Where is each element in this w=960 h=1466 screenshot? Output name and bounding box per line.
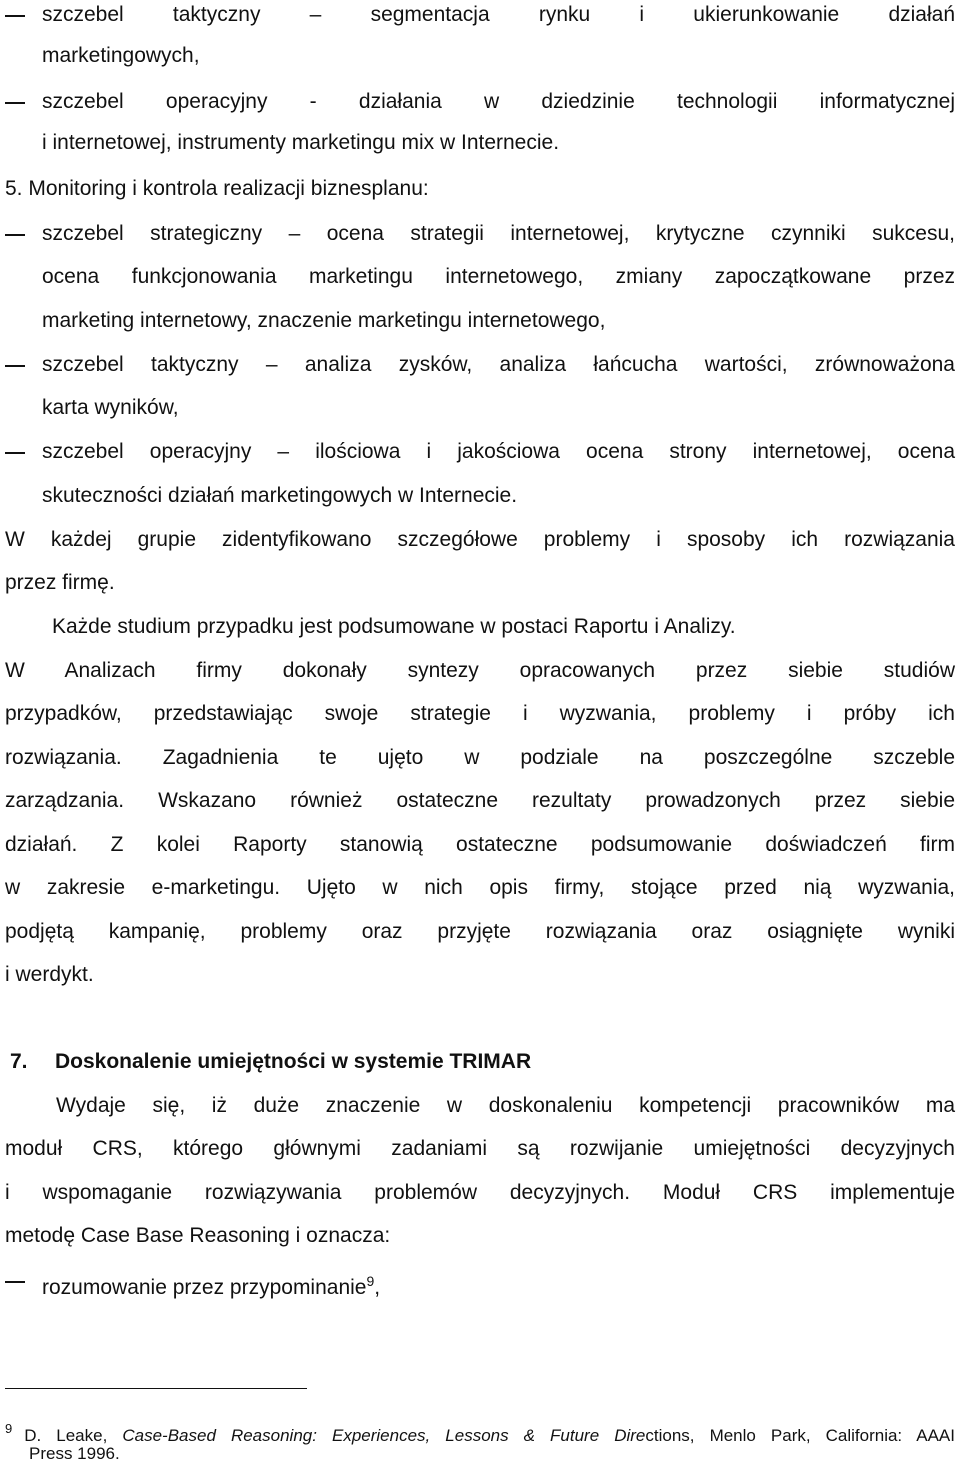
list-item-punct: , xyxy=(374,1276,381,1299)
footnote-line: Press 1996. xyxy=(29,1444,120,1463)
list-item-text: i internetowej, instrumenty marketingu mix w Internecie. xyxy=(42,131,560,154)
list-dash xyxy=(5,350,25,380)
paragraph-line: przypadków, przedstawiając swoje strategie i wyzwania, problemy i próby ich xyxy=(5,702,955,725)
list-item-text: szczebel taktyczny – analiza zysków, analiza łańcucha wartości, zrównoważona xyxy=(42,353,955,376)
footnote-title: Case-Based Reasoning: Experiences, Lessons & Future Dire xyxy=(122,1426,646,1445)
list-item-text: szczebel taktyczny – segmentacja rynku i ukierunkowanie działań xyxy=(42,3,955,26)
footnote-reference: 9 xyxy=(366,1273,375,1289)
footnote-details: ctions, Menlo Park, California: AAAI xyxy=(645,1426,955,1445)
section-number: 7. xyxy=(10,1050,28,1073)
paragraph-line: i werdykt. xyxy=(5,963,94,986)
list-item-text xyxy=(42,1266,955,1299)
list-item-text: marketing internetowy, znaczenie marketingu internetowego, xyxy=(42,309,606,332)
list-dash xyxy=(5,87,25,117)
paragraph-line: przez firmę. xyxy=(5,571,115,594)
list-dash xyxy=(5,0,25,30)
section-heading xyxy=(5,1047,955,1077)
paragraph-line: zarządzania. Wskazano również ostateczne rezultaty prowadzonych przez siebie xyxy=(5,789,955,812)
paragraph-line: działań. Z kolei Raporty stanowią ostateczne podsumowanie doświadczeń firm xyxy=(5,833,955,856)
paragraph-line: moduł CRS, którego głównymi zadaniami są rozwijanie umiejętności decyzyjnych xyxy=(5,1137,955,1160)
footnote-marker: 9 xyxy=(5,1421,13,1436)
list-item-label: rozumowanie przez przypominanie xyxy=(42,1276,367,1299)
section-title: Doskonalenie umiejętności w systemie TRIMAR xyxy=(55,1050,532,1073)
paragraph-line: W każdej grupie zidentyfikowano szczegółowe problemy i sposoby ich rozwiązania xyxy=(5,528,955,551)
list-item-text: szczebel operacyjny - działania w dziedzinie technologii informatycznej xyxy=(42,90,955,113)
list-dash xyxy=(5,437,25,467)
footnote-author: D. Leake, xyxy=(24,1426,123,1445)
paragraph-line: i wspomaganie rozwiązywania problemów decyzyjnych. Moduł CRS implementuje xyxy=(5,1181,955,1204)
paragraph-line: Wydaje się, iż duże znaczenie w doskonaleniu kompetencji pracowników ma xyxy=(56,1094,955,1117)
paragraph-line: podjętą kampanię, problemy oraz przyjęte rozwiązania oraz osiągnięte wyniki xyxy=(5,920,955,943)
list-item-text: ocena funkcjonowania marketingu internetowego, zmiany zapoczątkowane przez xyxy=(42,265,955,288)
list-item-text: szczebel strategiczny – ocena strategii internetowej, krytyczne czynniki sukcesu, xyxy=(42,222,955,245)
list-item-text: szczebel operacyjny – ilościowa i jakościowa ocena strony internetowej, ocena xyxy=(42,440,955,463)
numbered-item: 5. Monitoring i kontrola realizacji biznesplanu: xyxy=(5,177,429,200)
paragraph-line: rozwiązania. Zagadnienia te ujęto w podziale na poszczególne szczeble xyxy=(5,746,955,769)
list-item-text: skuteczności działań marketingowych w Internecie. xyxy=(42,484,518,507)
list-item-text: karta wyników, xyxy=(42,396,179,419)
list-dash xyxy=(5,219,25,249)
paragraph-line: w zakresie e-marketingu. Ujęto w nich opis firmy, stojące przed nią wyzwania, xyxy=(5,876,955,899)
paragraph-line: metodę Case Base Reasoning i oznacza: xyxy=(5,1224,391,1247)
paragraph-line: W Analizach firmy dokonały syntezy opracowanych przez siebie studiów xyxy=(5,659,955,682)
paragraph-line: Każde studium przypadku jest podsumowane w postaci Raportu i Analizy. xyxy=(52,615,736,638)
list-item-text: marketingowych, xyxy=(42,44,200,67)
footnote-separator xyxy=(5,1388,307,1389)
list-dash xyxy=(5,1266,25,1296)
